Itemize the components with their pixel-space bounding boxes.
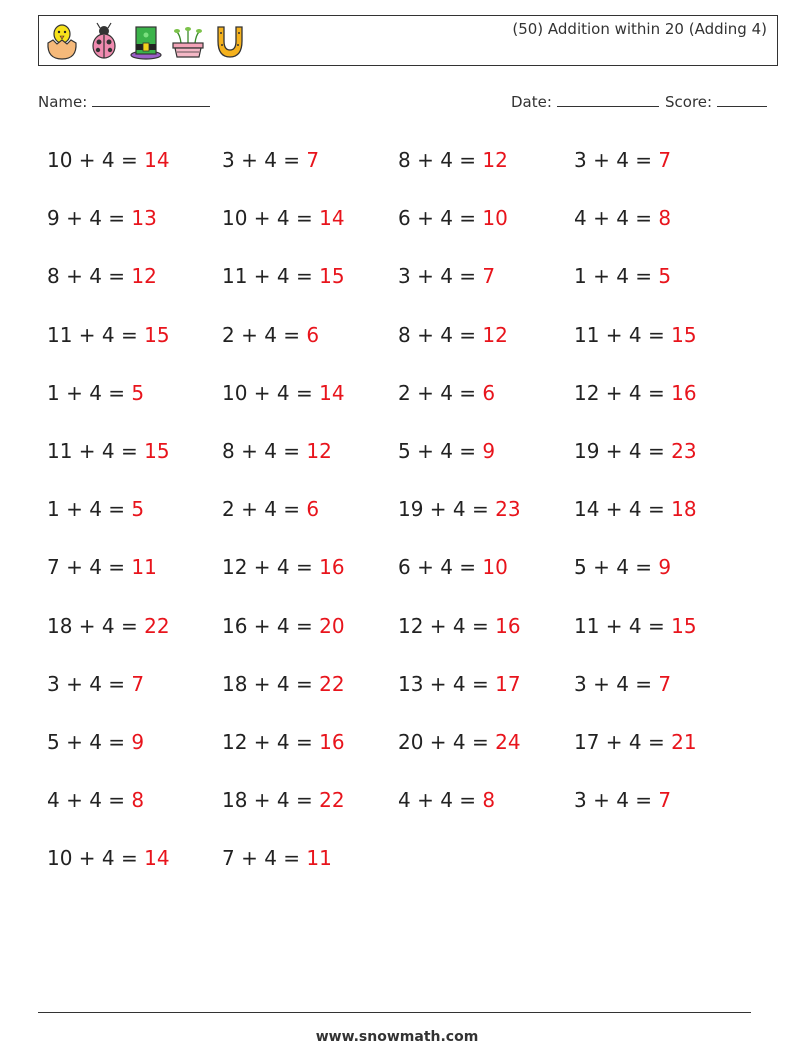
problem-question: 7 + 4 = [222, 846, 307, 871]
problem-item [574, 439, 697, 463]
problem-answer: 16 [495, 613, 521, 638]
problem-answer: 10 [482, 206, 508, 231]
problem-answer: 5 [131, 497, 145, 522]
footer-url: www.snowmath.com [315, 1029, 479, 1045]
problem-item [574, 555, 671, 579]
problem-question: 11 + 4 = [47, 322, 145, 347]
problem-answer: 12 [482, 148, 508, 172]
problem-answer: 12 [131, 264, 157, 289]
problem-question: 3 + 4 = [47, 671, 132, 696]
problem-question: 3 + 4 = [222, 148, 307, 172]
problem-item [398, 148, 508, 172]
problem-answer: 7 [306, 148, 320, 172]
problem-answer: 8 [658, 206, 672, 231]
problem-answer: 14 [319, 206, 345, 231]
problem-answer: 14 [319, 380, 345, 405]
problem-answer: 22 [319, 671, 345, 696]
problem-answer: 6 [306, 497, 320, 522]
problem-question: 3 + 4 = [574, 671, 659, 696]
problem-question: 16 + 4 = [222, 613, 320, 638]
score-label: Score: [665, 93, 713, 111]
problem-item [574, 730, 697, 754]
problem-question: 11 + 4 = [574, 613, 672, 638]
score-field [665, 92, 767, 111]
problem-question: 1 + 4 = [47, 497, 132, 522]
problem-answer: 21 [671, 730, 697, 754]
sprout-planter-icon [171, 21, 205, 61]
problem-answer: 18 [671, 497, 697, 522]
problem-item [47, 614, 170, 638]
problem-item [222, 555, 345, 579]
problem-question: 1 + 4 = [574, 264, 659, 289]
problem-item [574, 264, 671, 288]
problem-item [574, 788, 671, 812]
problem-question: 5 + 4 = [398, 439, 483, 463]
problem-question: 10 + 4 = [222, 380, 320, 405]
problem-question: 12 + 4 = [398, 613, 496, 638]
problem-item [398, 206, 508, 230]
problem-question: 3 + 4 = [574, 788, 659, 813]
problem-item [47, 148, 170, 172]
problem-answer: 17 [495, 671, 521, 696]
problem-item [47, 672, 144, 696]
horseshoe-icon [213, 21, 247, 61]
score-line[interactable] [717, 92, 767, 107]
problem-question: 6 + 4 = [398, 555, 483, 580]
problem-item [222, 497, 319, 521]
problem-question: 12 + 4 = [222, 730, 320, 754]
header-box [38, 15, 778, 66]
problem-item [398, 439, 495, 463]
problem-item [574, 206, 671, 230]
problem-answer: 15 [144, 322, 170, 347]
problem-question: 5 + 4 = [574, 555, 659, 580]
problem-item [222, 672, 345, 696]
problem-answer: 7 [658, 148, 672, 172]
problem-question: 11 + 4 = [574, 322, 672, 347]
problem-item [47, 788, 144, 812]
problem-question: 2 + 4 = [398, 380, 483, 405]
problem-answer: 16 [319, 730, 345, 754]
problem-question: 3 + 4 = [574, 148, 659, 172]
problem-answer: 14 [144, 846, 170, 871]
problem-item [398, 323, 508, 347]
problem-answer: 22 [319, 788, 345, 813]
problem-answer: 11 [131, 555, 157, 580]
problem-item [222, 323, 319, 347]
problem-item [47, 381, 144, 405]
problem-answer: 20 [319, 613, 345, 638]
problem-item [222, 614, 345, 638]
problem-item [222, 788, 345, 812]
problem-item [222, 846, 332, 870]
date-field [511, 92, 659, 111]
icon-strip [45, 21, 247, 61]
problem-answer: 9 [482, 439, 496, 463]
problem-item [47, 264, 157, 288]
problem-question: 11 + 4 = [222, 264, 320, 289]
problem-question: 10 + 4 = [47, 148, 145, 172]
problem-item [47, 439, 170, 463]
problem-question: 10 + 4 = [222, 206, 320, 231]
problem-item [47, 846, 170, 870]
chick-icon [45, 21, 79, 61]
problem-question: 12 + 4 = [574, 380, 672, 405]
problem-item [398, 555, 508, 579]
problem-answer: 7 [658, 671, 672, 696]
problem-answer: 5 [658, 264, 672, 289]
problem-question: 8 + 4 = [47, 264, 132, 289]
problem-question: 11 + 4 = [47, 439, 145, 463]
problem-item [47, 730, 144, 754]
problem-item [222, 439, 332, 463]
problem-answer: 13 [131, 206, 157, 231]
problem-item [574, 614, 697, 638]
problem-answer: 15 [144, 439, 170, 463]
problem-question: 18 + 4 = [222, 788, 320, 813]
problem-item [47, 497, 144, 521]
problem-question: 18 + 4 = [222, 671, 320, 696]
problem-answer: 15 [319, 264, 345, 289]
problem-question: 19 + 4 = [398, 497, 496, 522]
problem-question: 18 + 4 = [47, 613, 145, 638]
problem-question: 2 + 4 = [222, 322, 307, 347]
problem-question: 7 + 4 = [47, 555, 132, 580]
ladybug-icon [87, 21, 121, 61]
worksheet-title: (50) Addition within 20 (Adding 4) [512, 20, 767, 38]
problem-item [222, 148, 319, 172]
problem-item [398, 672, 521, 696]
problem-question: 8 + 4 = [222, 439, 307, 463]
problem-answer: 9 [131, 730, 145, 754]
problem-answer: 15 [671, 613, 697, 638]
problem-item [574, 148, 671, 172]
date-label: Date: [511, 93, 552, 111]
problem-answer: 12 [306, 439, 332, 463]
problem-answer: 9 [658, 555, 672, 580]
problem-item [398, 730, 521, 754]
problem-answer: 8 [131, 788, 145, 813]
problem-answer: 10 [482, 555, 508, 580]
problem-answer: 16 [671, 380, 697, 405]
problem-question: 20 + 4 = [398, 730, 496, 754]
problem-question: 6 + 4 = [398, 206, 483, 231]
problem-item [574, 381, 697, 405]
problem-question: 2 + 4 = [222, 497, 307, 522]
problem-answer: 24 [495, 730, 521, 754]
problem-answer: 7 [658, 788, 672, 813]
footer-divider [38, 1012, 751, 1013]
name-label: Name: [38, 93, 88, 111]
leprechaun-hat-icon [129, 21, 163, 61]
problem-item [398, 788, 495, 812]
problem-item [222, 206, 345, 230]
problem-answer: 8 [482, 788, 496, 813]
problem-question: 13 + 4 = [398, 671, 496, 696]
problem-question: 3 + 4 = [398, 264, 483, 289]
problem-question: 12 + 4 = [222, 555, 320, 580]
name-field [38, 92, 210, 111]
problem-answer: 15 [671, 322, 697, 347]
problem-question: 14 + 4 = [574, 497, 672, 522]
name-line[interactable] [92, 92, 210, 107]
problem-question: 19 + 4 = [574, 439, 672, 463]
problem-answer: 6 [482, 380, 496, 405]
problem-answer: 12 [482, 322, 508, 347]
problem-answer: 16 [319, 555, 345, 580]
problem-question: 8 + 4 = [398, 148, 483, 172]
problem-item [222, 264, 345, 288]
problem-question: 5 + 4 = [47, 730, 132, 754]
problem-item [398, 497, 521, 521]
problem-question: 4 + 4 = [398, 788, 483, 813]
problem-item [574, 672, 671, 696]
problem-answer: 5 [131, 380, 145, 405]
problem-item [398, 264, 495, 288]
problem-question: 4 + 4 = [574, 206, 659, 231]
date-line[interactable] [557, 92, 659, 107]
problem-answer: 14 [144, 148, 170, 172]
problem-answer: 11 [306, 846, 332, 871]
problem-item [47, 555, 157, 579]
problem-answer: 7 [131, 671, 145, 696]
problem-question: 1 + 4 = [47, 380, 132, 405]
problem-question: 10 + 4 = [47, 846, 145, 871]
problem-answer: 7 [482, 264, 496, 289]
problem-item [222, 381, 345, 405]
problem-item [47, 323, 170, 347]
problem-answer: 22 [144, 613, 170, 638]
problem-question: 4 + 4 = [47, 788, 132, 813]
problem-item [398, 614, 521, 638]
problem-item [222, 730, 345, 754]
problem-question: 9 + 4 = [47, 206, 132, 231]
problem-item [398, 381, 495, 405]
problem-question: 8 + 4 = [398, 322, 483, 347]
problem-item [47, 206, 157, 230]
problem-answer: 23 [671, 439, 697, 463]
problem-item [574, 497, 697, 521]
problem-answer: 6 [306, 322, 320, 347]
problem-answer: 23 [495, 497, 521, 522]
problem-item [574, 323, 697, 347]
problem-question: 17 + 4 = [574, 730, 672, 754]
